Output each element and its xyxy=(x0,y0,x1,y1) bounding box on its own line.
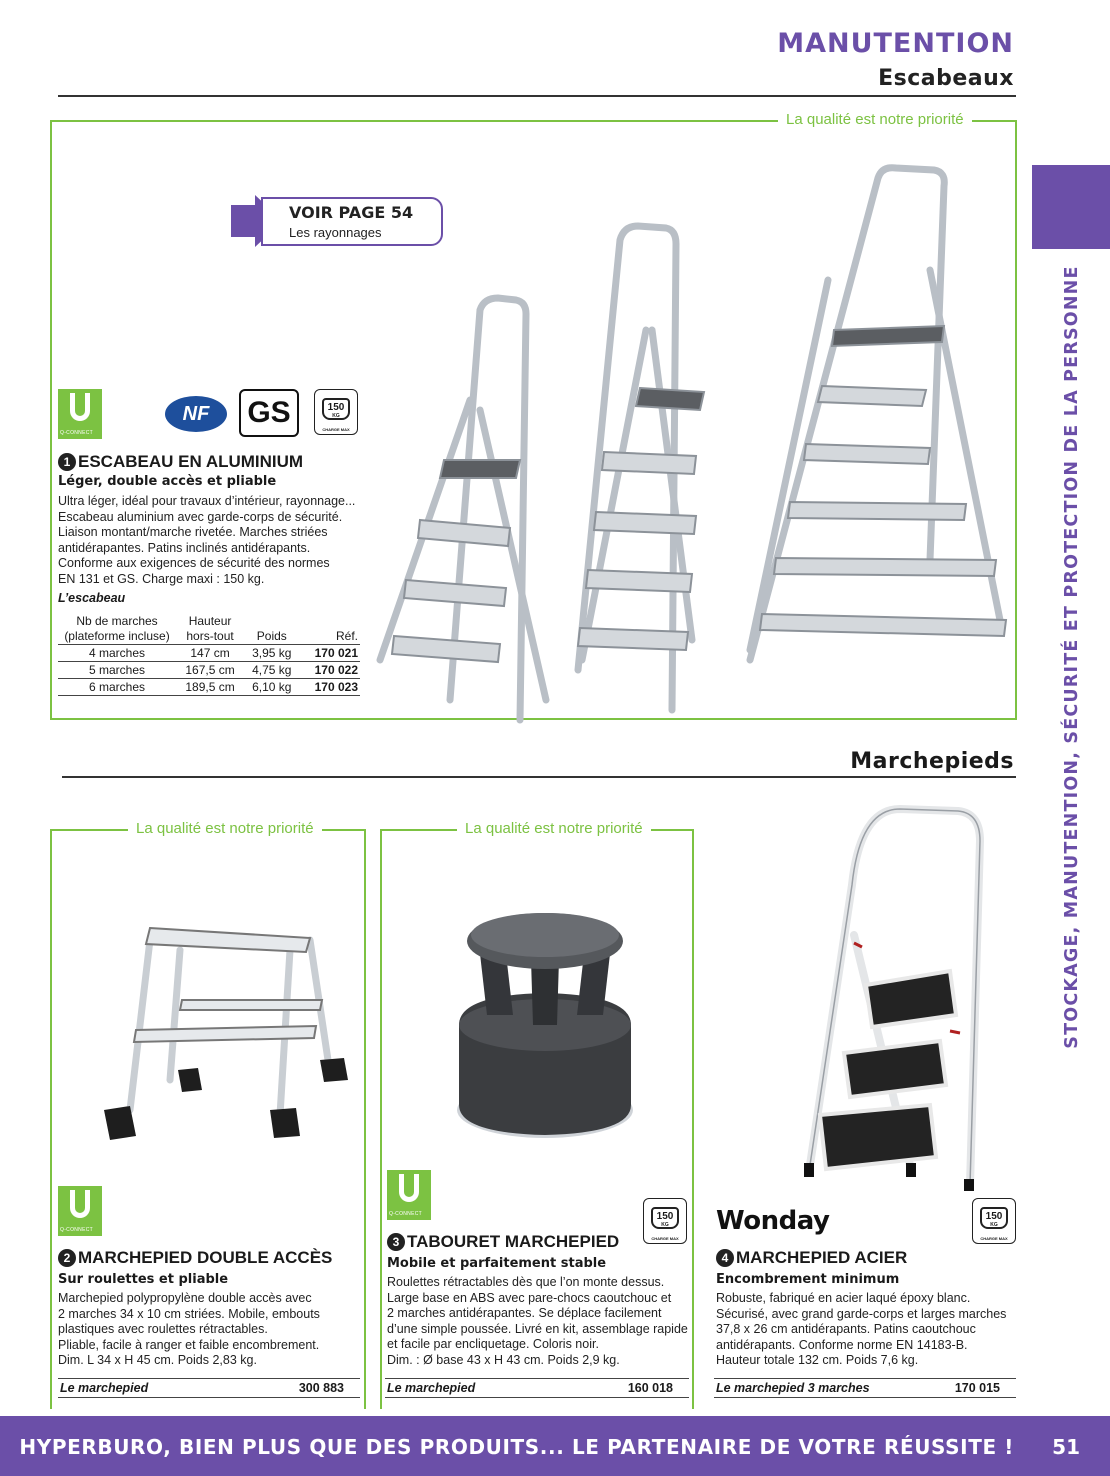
qconnect-logo: Q-CONNECT xyxy=(58,1186,102,1236)
max-load-150kg-icon: 150 KG CHARGE MAX xyxy=(314,389,358,435)
nf-certification-logo: NF xyxy=(165,396,227,432)
qconnect-logo: Q-CONNECT xyxy=(387,1170,431,1220)
quality-label: La qualité est notre priorité xyxy=(778,111,972,128)
table-cell: 147 cm xyxy=(176,645,244,662)
double-step-stool-image xyxy=(100,910,360,1150)
quality-label: La qualité est notre priorité xyxy=(457,820,651,837)
product-4-reference-bar xyxy=(714,1378,1016,1398)
reference-label: Le marchepied xyxy=(60,1381,149,1395)
table-header-row xyxy=(58,614,360,645)
table-row xyxy=(58,679,360,696)
max-load-150kg-icon: 150 KG CHARGE MAX xyxy=(972,1198,1016,1244)
table-cell: 5 marches xyxy=(58,662,176,679)
page-number: 51 xyxy=(1052,1435,1080,1459)
reference-number: 160 018 xyxy=(627,1381,673,1395)
rolling-step-stool-image xyxy=(445,905,645,1145)
category-vertical-label: STOCKAGE, MANUTENTION, SÉCURITÉ ET PROTECTION DE LA PERSONNE xyxy=(1062,265,1082,1049)
product-3-reference-bar xyxy=(385,1378,689,1398)
reference-cell: 170 022 xyxy=(299,662,360,679)
product-2-title: 2 MARCHEPIED DOUBLE ACCÈS xyxy=(58,1248,332,1268)
product-3-title: 3 TABOURET MARCHEPIED xyxy=(387,1232,619,1252)
wonday-brand-logo: Wonday xyxy=(716,1206,830,1236)
header-divider xyxy=(58,95,1016,97)
product-1-spec-table xyxy=(58,614,360,696)
quality-label: La qualité est notre priorité xyxy=(128,820,322,837)
section-title-escabeaux: Escabeaux xyxy=(878,66,1014,91)
table-cell: 6 marches xyxy=(58,679,176,696)
table-header: Réf. xyxy=(335,629,358,643)
qconnect-logo: Q-CONNECT xyxy=(58,389,102,439)
product-3-description: Roulettes rétractables dès que l’on monte dessus. Large base en ABS avec pare-chocs caoutchouc et 2 marches antidérapantes. Se déplace facilement d’une simple poussée. Livré en kit, assemblage rapide et facile par encliquetage. Coloris noir. Dim. : Ø base 43 x H 43 cm. Poids 2,9 kg. xyxy=(387,1275,688,1367)
product-1-title: 1 ESCABEAU EN ALUMINIUM xyxy=(58,452,303,472)
page-title: MANUTENTION xyxy=(777,28,1014,59)
section-divider xyxy=(62,776,1016,778)
reference-number: 170 015 xyxy=(954,1381,1000,1395)
footer-banner xyxy=(0,1416,1110,1476)
reference-cell: 170 021 xyxy=(299,645,360,662)
reference-number: 300 883 xyxy=(298,1381,344,1395)
see-page-subtitle: Les rayonnages xyxy=(289,225,382,240)
table-cell: 189,5 cm xyxy=(176,679,244,696)
product-1-table-caption: L’escabeau xyxy=(58,591,126,605)
product-1-description: Ultra léger, idéal pour travaux d’intérieur, rayonnage... Escabeau aluminium avec garde-corps de sécurité. Liaison montant/marche rivetée. Marches striées antidérapantes. Patins inclinés antidérapants. Conforme aux exigences de sécurité des normes EN 131 et GS. Charge maxi : 150 kg. xyxy=(58,494,356,586)
table-cell: 4 marches xyxy=(58,645,176,662)
table-header: Hauteur hors-tout xyxy=(186,614,234,643)
product-1-subtitle: Léger, double accès et pliable xyxy=(58,474,277,489)
reference-cell: 170 023 xyxy=(299,679,360,696)
gs-certification-logo: GS xyxy=(239,389,299,437)
max-load-150kg-icon: 150 KG CHARGE MAX xyxy=(643,1198,687,1244)
product-4-title: 4 MARCHEPIED ACIER xyxy=(716,1248,907,1268)
product-4-subtitle: Encombrement minimum xyxy=(716,1272,900,1287)
category-tab[interactable] xyxy=(1032,165,1110,249)
see-page-title: VOIR PAGE 54 xyxy=(289,203,414,222)
reference-label: Le marchepied 3 marches xyxy=(716,1381,870,1395)
product-2-description: Marchepied polypropylène double accès avec 2 marches 34 x 10 cm striées. Mobile, embouts plastiques avec roulettes rétractables. Pliable, facile à ranger et faible encombrement. Dim. L 34 x H 45 cm. Poids 2,83 kg. xyxy=(58,1291,320,1367)
table-row xyxy=(58,645,360,662)
footer-slogan: HYPERBURO, BIEN PLUS QUE DES PRODUITS... LE PARTENAIRE DE VOTRE RÉUSSITE ! xyxy=(19,1435,1014,1459)
product-4-description: Robuste, fabriqué en acier laqué époxy blanc. Sécurisé, avec grand garde-corps et larges marches 37,8 x 26 cm antidérapants. Patins caoutchouc antidérapants. Conforme norme EN 14183-B. Hauteur totale 132 cm. Poids 7,6 kg. xyxy=(716,1291,1007,1367)
product-3-subtitle: Mobile et parfaitement stable xyxy=(387,1256,607,1271)
product-2-subtitle: Sur roulettes et pliable xyxy=(58,1272,229,1287)
product-2-reference-bar xyxy=(58,1378,360,1398)
aluminium-ladders-image xyxy=(370,160,990,720)
table-cell: 6,10 kg xyxy=(244,679,299,696)
steel-step-ladder-image xyxy=(790,805,990,1185)
table-cell: 167,5 cm xyxy=(176,662,244,679)
table-header: Nb de marches (plateforme incluse) xyxy=(64,614,170,643)
table-row xyxy=(58,662,360,679)
section-title-marchepieds: Marchepieds xyxy=(850,749,1014,774)
table-header: Poids xyxy=(256,629,287,643)
table-cell: 4,75 kg xyxy=(244,662,299,679)
table-cell: 3,95 kg xyxy=(244,645,299,662)
reference-label: Le marchepied xyxy=(387,1381,476,1395)
